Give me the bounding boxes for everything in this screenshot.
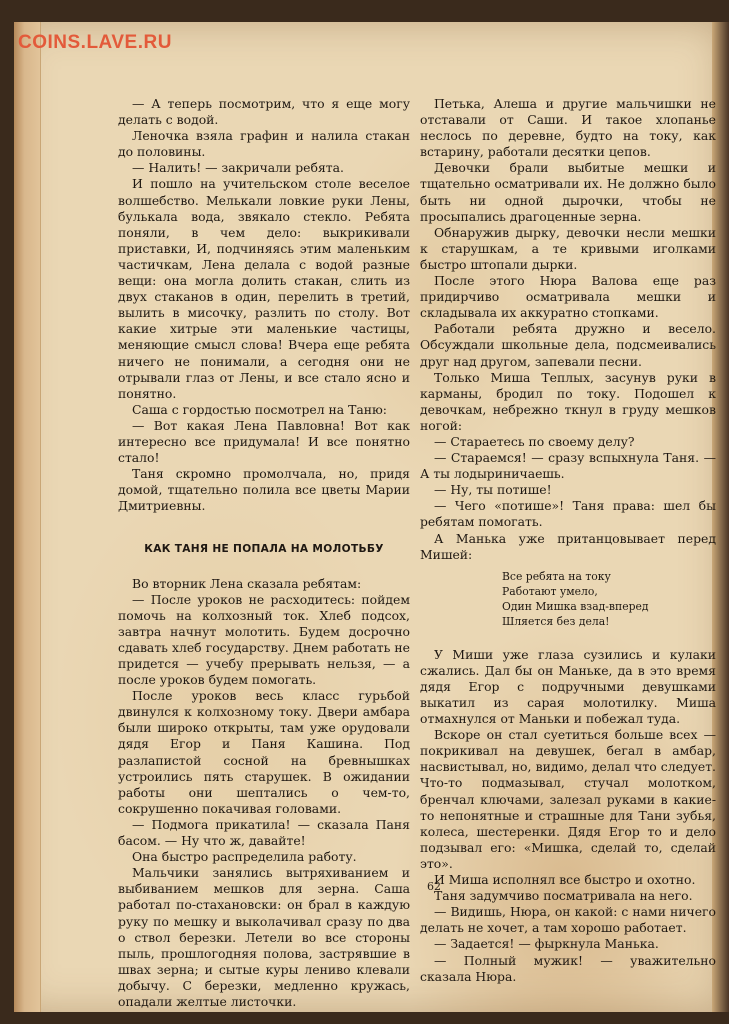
paragraph: После этого Нюра Валова еще раз придирчиво осматривала мешки и складывала их аккуратно стопками. <box>420 273 716 321</box>
book-spine-edge <box>14 22 41 1012</box>
paragraph: — Стараемся! — сразу вспыхнула Таня. — А ты лодыриничаешь. <box>420 450 716 482</box>
paragraph: Саша с гордостью посмотрел на Таню: <box>132 401 387 417</box>
paragraph: — Ну, ты потише! <box>434 482 552 498</box>
paragraph: Девочки брали выбитые мешки и тщательно осматривали их. Не должно было быть ни одной дырочки, чтобы не просыпались драгоценные зерна. <box>420 160 716 224</box>
paragraph: — Подмога прикатила! — сказала Паня басом. — Ну что ж, давайте! <box>118 816 410 849</box>
paragraph: — После уроков не расходитесь: пойдем помочь на колхозный ток. Хлеб подсох, завтра начнут молотить. Будем досрочно сдавать хлеб государству. Днем работать не придется — учебу прерывать нельзя, — а после уроков будем помогать. <box>118 591 410 688</box>
paragraph: Таня задумчиво посматривала на него. <box>434 888 693 904</box>
poem-line: Один Мишка взад-вперед <box>502 599 649 613</box>
paragraph: Обнаружив дырку, девочки несли мешки к старушкам, а те кривыми иголками быстро штопали дырки. <box>420 224 716 272</box>
paragraph: Только Миша Теплых, засунув руки в карманы, бродил по току. Подошел к девочкам, небрежно ткнул в груду мешков ногой: <box>420 369 716 433</box>
paragraph: И Миша исполнял все быстро и охотно. <box>434 872 696 888</box>
paragraph: — Полный мужик! — уважительно сказала Нюра. <box>420 952 716 984</box>
paragraph: Во вторник Лена сказала ребятам: <box>132 575 362 591</box>
chapter-heading: КАК ТАНЯ НЕ ПОПАЛА НА МОЛОТЬБУ <box>144 543 384 556</box>
paragraph: Работали ребята дружно и весело. Обсуждали школьные дела, подсмеивались друг над другом, запевали песни. <box>420 321 716 369</box>
paragraph: — Видишь, Нюра, он какой: с нами ничего делать не хочет, а там хорошо работает. <box>420 904 716 936</box>
paragraph: Петька, Алеша и другие мальчишки не отставали от Саши. И такое хлопанье неслось по деревне, будто на току, как встарину, работали десятки цепов. <box>420 96 716 160</box>
paragraph: — Чего «потише»! Таня права: шел бы ребятам помогать. <box>420 498 716 530</box>
left-column-top-text <box>118 96 410 514</box>
poem-line: Все ребята на току <box>502 569 611 583</box>
paragraph: Леночка взяла графин и налила стакан до половины. <box>118 128 410 160</box>
poem-line: Шляется без дела! <box>502 614 610 628</box>
watermark: COINS.LAVE.RU <box>18 32 172 53</box>
left-column <box>118 96 410 1010</box>
paragraph: — Налить! — закричали ребята. <box>132 160 344 176</box>
poem-line: Работают умело, <box>502 584 598 598</box>
paragraph: — Стараетесь по своему делу? <box>434 433 635 449</box>
poem <box>502 569 716 629</box>
paragraph: — А теперь посмотрим, что я еще могу делать с водой. <box>118 96 410 128</box>
paragraph: У Миши уже глаза сузились и кулаки сжались. Дал бы он Маньке, да в это время дядя Егор с подручными девушками выкатил из сарая молотилку. Миша отмахнулся от Маньки и побежал туда. <box>420 646 716 727</box>
paragraph: А Манька уже пританцовывает перед Мишей: <box>420 530 716 562</box>
paragraph: Вскоре он стал суетиться больше всех — покрикивал на девушек, бегал в амбар, насвистывал, но, видимо, делал что следует. Что-то подмазывал, стучал молотком, бренчал ключами, залезал руками в какие-то непонятные и страшные для Тани зубья, колеса, шестеренки. Дядя Егор то и дело подзывал его: «Мишка, сделай то, сделай это». <box>420 727 716 871</box>
paragraph: И пошло на учительском столе веселое волшебство. Мелькали ловкие руки Лены, булькала вода, звякало стекло. Ребята поняли, в чем дело: выкрикивали приставки, И, подчиняясь этим маленьким частичкам, Лена делала с водой разные вещи: она могла долить стакан, слить из двух стаканов в один, перелить в третий, вылить в мисочку, разлить по столу. Вот какие хитрые эти маленькие частицы, меняющие смысл слова! Вчера еще ребята ничего не понимали, а сегодня они не отрывали глаз от Лены, и все стало ясно и понятно. <box>118 176 410 401</box>
paragraph: Таня скромно промолчала, но, придя домой, тщательно полила все цветы Марии Дмитриевны. <box>118 466 410 514</box>
right-column-bottom-text <box>420 647 716 985</box>
left-column-bottom-text <box>118 576 410 1011</box>
paragraph: Мальчики занялись вытряхиванием и выбиванием мешков для зерна. Саша работал по-стахановски: он брал в каждую руку по мешку и выколачивал сразу по два о ствол березки. Летели во все стороны пыль, прошлогодняя полова, застрявшие в швах зерна; и сытые куры лениво клевали добычу. С березки, медленно кружась, опадали желтые листочки. <box>118 865 410 1009</box>
right-column <box>420 96 716 985</box>
right-column-top-text <box>420 96 716 563</box>
paragraph: Она быстро распределила работу. <box>132 849 357 865</box>
page-number: 62 <box>427 880 441 893</box>
paragraph: После уроков весь класс гурьбой двинулся к колхозному току. Двери амбара были широко открыты, там уже орудовали дядя Егор и Паня Кашина. Под разлапистой сосной на бревнышках устроились пять старушек. В ожидании работы они шептались о чем-то, сокрушенно покачивая головами. <box>118 688 410 816</box>
paragraph: — Задается! — фыркнула Манька. <box>434 936 659 952</box>
paragraph: — Вот какая Лена Павловна! Вот как интересно все придумала! И все понятно стало! <box>118 417 410 466</box>
